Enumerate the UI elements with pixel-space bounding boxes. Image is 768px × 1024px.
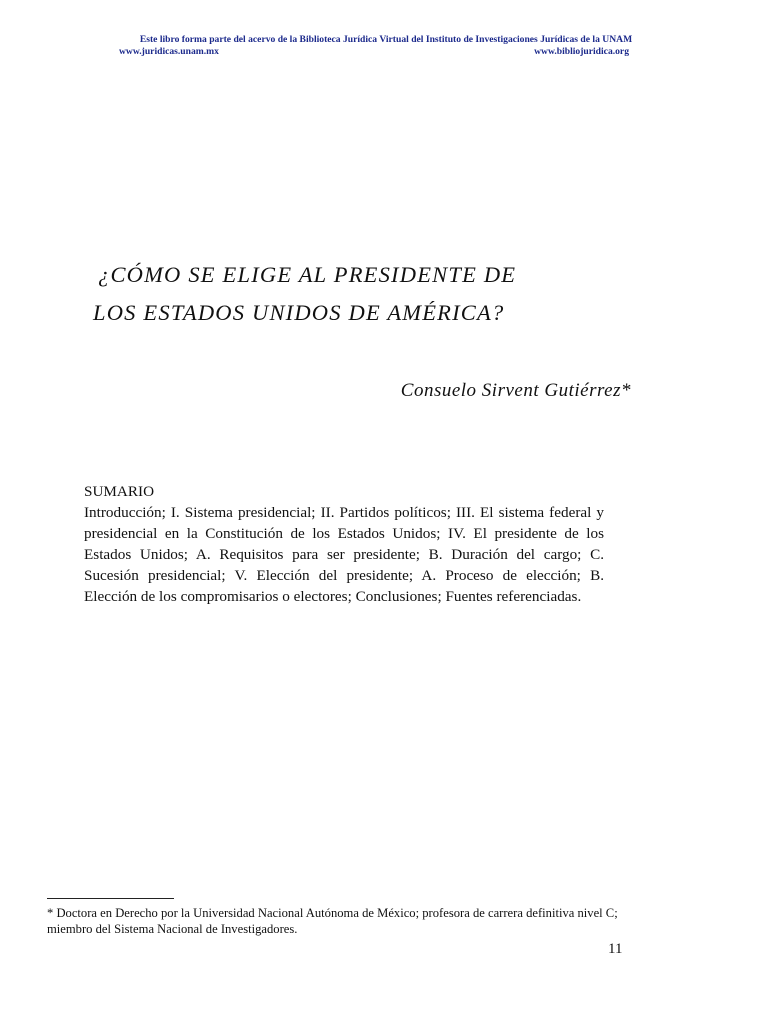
summary-heading: SUMARIO [84, 483, 155, 500]
header-links [0, 46, 768, 58]
summary-section [84, 481, 604, 607]
author-footnote: * Doctora en Derecho por la Universidad Nacional Autónoma de México; profesora de carrera definitiva nivel C; miembro del Sistema Nacional de Investigadores. [47, 906, 618, 936]
bibliojuridica-link[interactable]: www.bibliojuridica.org [534, 46, 629, 57]
library-notice: Este libro forma parte del acervo de la Biblioteca Jurídica Virtual del Instituto de Investigaciones Jurídicas de la UNAM [139, 34, 633, 45]
library-header [0, 34, 768, 58]
footnote-divider [47, 898, 174, 899]
summary-body: Introducción; I. Sistema presidencial; II. Partidos políticos; III. El sistema federal y presidencial en la Constitución de los Estados Unidos; IV. El presidente de los Estados Unidos; A. Requisitos para ser presidente; B. Duración del cargo; C. Sucesión presidencial; V. Elección del presidente; A. Proceso de elección; B. Elección de los compromisarios o electores; Conclusiones; Fuentes referenciadas. [84, 504, 604, 605]
article-title [93, 256, 693, 332]
title-line-1: ¿CÓMO SE ELIGE AL PRESIDENTE DE [98, 262, 517, 287]
title-line-2: LOS ESTADOS UNIDOS DE AMÉRICA? [93, 300, 505, 325]
page-number: 11 [608, 941, 623, 957]
juridicas-link[interactable]: www.juridicas.unam.mx [119, 46, 219, 57]
author-name: Consuelo Sirvent Gutiérrez* [400, 380, 631, 401]
